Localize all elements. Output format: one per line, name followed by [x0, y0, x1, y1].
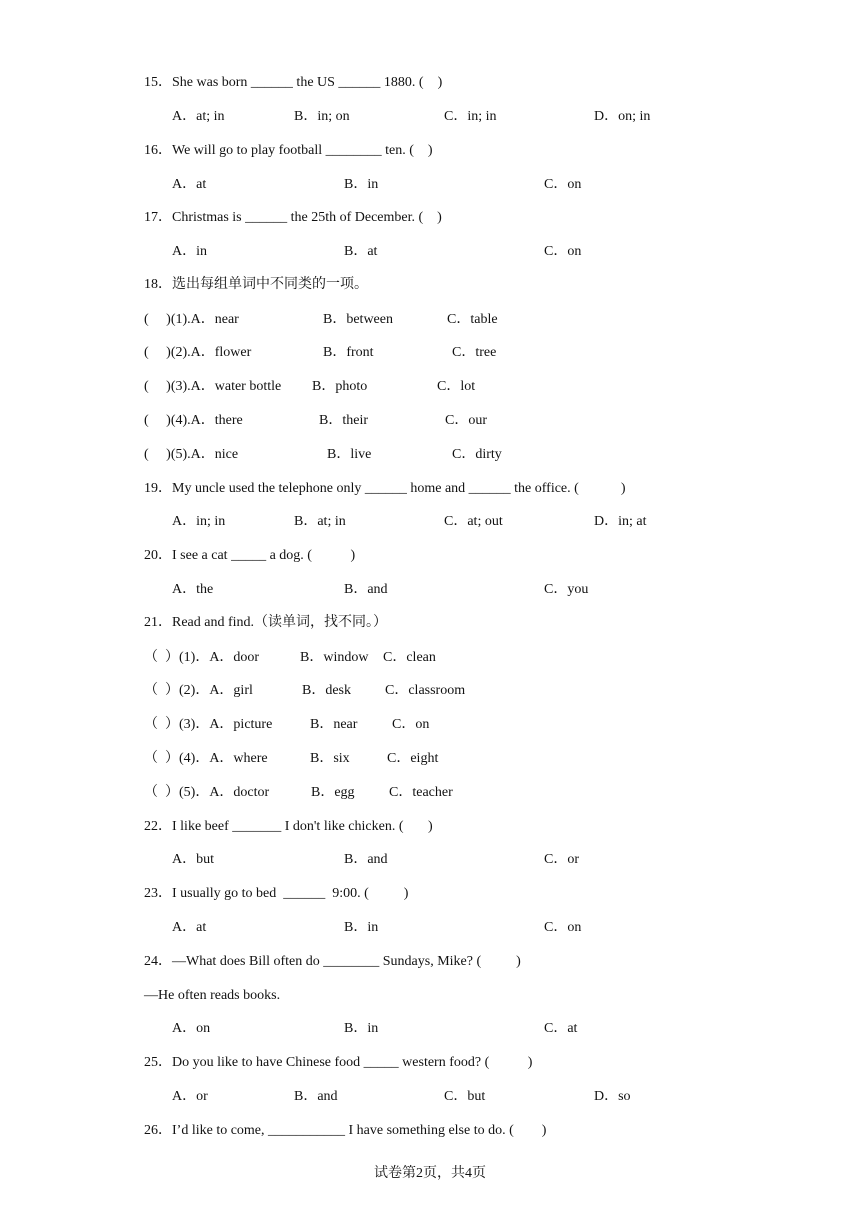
q18-row-2-a: ( )(2).A．flower	[144, 345, 252, 360]
question-23-stem: 23．I usually go to bed ______ 9:00. ( )	[144, 886, 409, 901]
q20-option-b: B．and	[344, 582, 388, 597]
q18-row-1-b: B．between	[323, 312, 393, 327]
question-24-stem: 24．—What does Bill often do ________ Sundays, Mike? ( )	[144, 954, 521, 969]
q15-option-c: C．in; in	[444, 109, 497, 124]
q25-option-b: B．and	[294, 1089, 338, 1104]
q24-option-b: B．in	[344, 1021, 379, 1036]
q17-option-c: C．on	[544, 244, 582, 259]
question-22-stem: 22．I like beef _______ I don't like chicken. ( )	[144, 819, 433, 834]
q25-option-a: A．or	[172, 1089, 208, 1104]
q21-row-4-b: B．six	[310, 751, 350, 766]
q20-option-a: A．the	[172, 582, 214, 597]
q18-row-3-c: C．lot	[437, 379, 476, 394]
q21-row-2-a: （ ）(2)．A．girl	[144, 683, 253, 698]
q22-option-b: B．and	[344, 852, 388, 867]
q22-option-a: A．but	[172, 852, 214, 867]
q18-row-3-a: ( )(3).A．water bottle	[144, 379, 282, 394]
q19-option-c: C．at; out	[444, 514, 503, 529]
question-18-stem: 18．选出每组单词中不同类的一项。	[144, 277, 368, 292]
question-15-stem: 15．She was born ______ the US ______ 1880. ( )	[144, 75, 443, 90]
q18-row-4-a: ( )(4).A．there	[144, 413, 243, 428]
question-20-stem: 20．I see a cat _____ a dog. ( )	[144, 548, 356, 563]
q17-option-a: A．in	[172, 244, 207, 259]
q19-option-a: A．in; in	[172, 514, 226, 529]
q18-row-4-b: B．their	[319, 413, 368, 428]
q19-option-b: B．at; in	[294, 514, 346, 529]
q23-option-c: C．on	[544, 920, 582, 935]
q16-option-b: B．in	[344, 177, 379, 192]
q16-option-a: A．at	[172, 177, 207, 192]
q15-option-b: B．in; on	[294, 109, 350, 124]
q18-row-3-b: B．photo	[312, 379, 368, 394]
q20-option-c: C．you	[544, 582, 589, 597]
q21-row-2-c: C．classroom	[385, 683, 466, 698]
q18-row-2-b: B．front	[323, 345, 374, 360]
q15-option-a: A．at; in	[172, 109, 225, 124]
q18-row-5-a: ( )(5).A．nice	[144, 447, 239, 462]
q21-row-3-b: B．near	[310, 717, 358, 732]
q19-option-d: D．in; at	[594, 514, 647, 529]
question-24-answer-line: —He often reads books.	[144, 988, 281, 1003]
q21-row-3-c: C．on	[392, 717, 430, 732]
page-footer: 试卷第2页，共4页	[374, 1166, 486, 1181]
q24-option-a: A．on	[172, 1021, 211, 1036]
q18-row-5-c: C．dirty	[452, 447, 502, 462]
q15-option-d: D．on; in	[594, 109, 651, 124]
q21-row-1-c: C．clean	[383, 650, 436, 665]
q18-row-1-c: C．table	[447, 312, 498, 327]
q21-row-5-a: （ ）(5)．A．doctor	[144, 785, 270, 800]
q21-row-4-a: （ ）(4)．A．where	[144, 751, 268, 766]
q23-option-b: B．in	[344, 920, 379, 935]
question-25-stem: 25．Do you like to have Chinese food _____ western food? ( )	[144, 1055, 533, 1070]
q22-option-c: C．or	[544, 852, 579, 867]
q18-row-1-a: ( )(1).A．near	[144, 312, 239, 327]
q25-option-c: C．but	[444, 1089, 486, 1104]
q24-option-c: C．at	[544, 1021, 578, 1036]
q21-row-1-b: B．window	[300, 650, 369, 665]
q18-row-4-c: C．our	[445, 413, 487, 428]
q21-row-5-b: B．egg	[311, 785, 355, 800]
q23-option-a: A．at	[172, 920, 207, 935]
q21-row-1-a: （ ）(1)．A．door	[144, 650, 260, 665]
q16-option-c: C．on	[544, 177, 582, 192]
q21-row-3-a: （ ）(3)．A．picture	[144, 717, 273, 732]
q25-option-d: D．so	[594, 1089, 631, 1104]
q21-row-4-c: C．eight	[387, 751, 439, 766]
question-17-stem: 17．Christmas is ______ the 25th of December. ( )	[144, 210, 442, 225]
q21-row-5-c: C．teacher	[389, 785, 453, 800]
q18-row-2-c: C．tree	[452, 345, 497, 360]
question-26-stem: 26．I’d like to come, ___________ I have something else to do. ( )	[144, 1123, 547, 1138]
question-19-stem: 19．My uncle used the telephone only ______ home and ______ the office. ( )	[144, 481, 626, 496]
question-21-stem: 21．Read and find.（读单词，找不同。）	[144, 615, 388, 630]
question-16-stem: 16．We will go to play football ________ ten. ( )	[144, 143, 433, 158]
q21-row-2-b: B．desk	[302, 683, 351, 698]
q18-row-5-b: B．live	[327, 447, 372, 462]
q17-option-b: B．at	[344, 244, 378, 259]
